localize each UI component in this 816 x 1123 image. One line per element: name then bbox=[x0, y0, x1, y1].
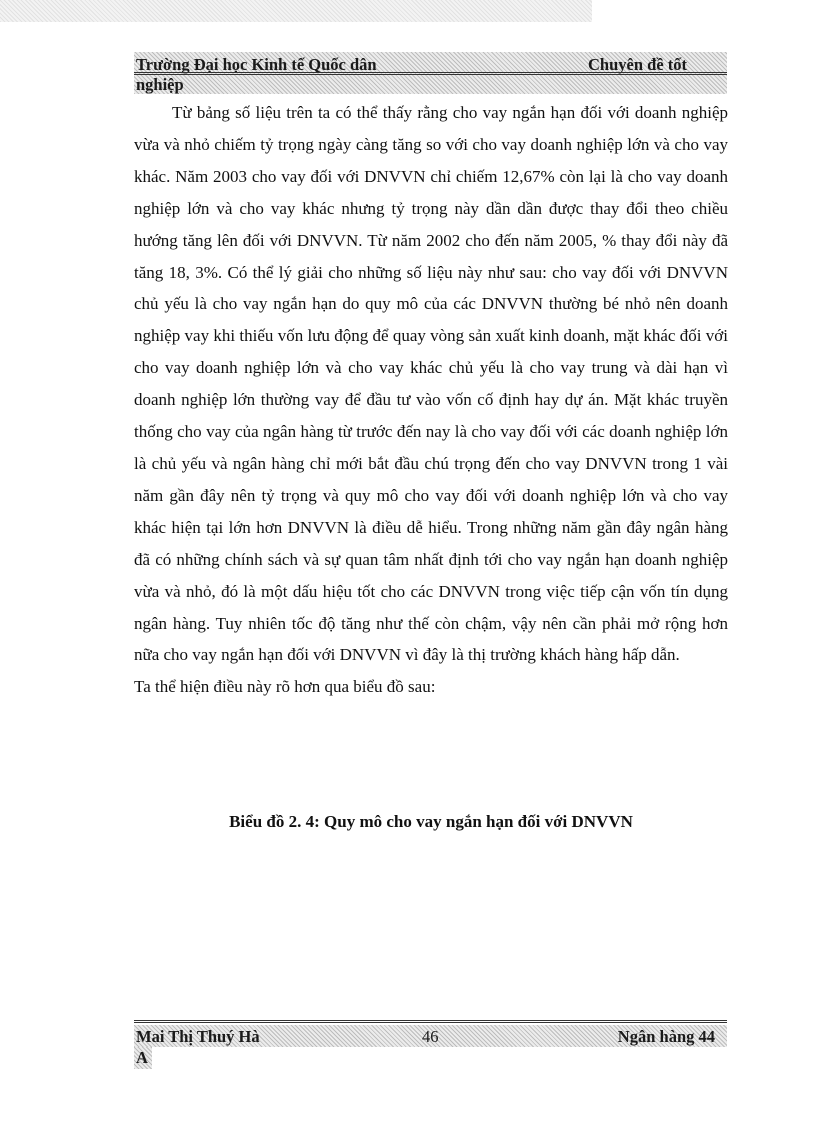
body-paragraph-2: Ta thể hiện điều này rõ hơn qua biểu đồ sau: bbox=[134, 677, 436, 697]
footer-class: Ngân hàng 44 bbox=[617, 1027, 715, 1046]
header-continuation: nghiệp bbox=[136, 75, 184, 94]
top-shaded-bar bbox=[0, 0, 592, 22]
chart-caption: Biểu đồ 2. 4: Quy mô cho vay ngắn hạn đối với DNVVN bbox=[229, 812, 633, 831]
body-paragraph-1: Từ bảng số liệu trên ta có thể thấy rằng cho vay ngắn hạn đối với doanh nghiệp vừa và nhỏ chiếm tỷ trọng ngày càng tăng so với cho vay doanh nghiệp lớn và cho vay khác. Năm 2003 cho vay đối với DNVVN chỉ chiếm 12,67% còn lại là cho vay doanh nghiệp lớn và cho vay khác nhưng tỷ trọng này dần dần được thay đổi theo chiều hướng tăng lên đối với DNVVN. Từ năm 2002 cho đến năm 2005, % thay đổi này đã tăng 18, 3%. Có thể lý giải cho những số liệu này như sau: cho vay đối với DNVVN chủ yếu là cho vay ngắn hạn do quy mô của các DNVVN thường bé nhỏ nên doanh nghiệp vay khi thiếu vốn lưu động để quay vòng sản xuất kinh doanh, mặt khác đối với cho vay doanh nghiệp lớn và cho vay khác chủ yếu là cho vay trung và dài hạn vì doanh nghiệp lớn thường vay để đầu tư vào vốn cố định hay dự án. Mặt khác truyền thống cho vay của ngân hàng từ trước đến nay là cho vay đối với các doanh nghiệp lớn là chủ yếu và ngân hàng chỉ mới bắt đầu chú trọng đến cho vay DNVVN trong 1 vài năm gần đây nên tỷ trọng và quy mô cho vay đối với doanh nghiệp lớn và cho vay khác hiện tại lớn hơn DNVVN là điều dễ hiểu. Trong những năm gần đây ngân hàng đã có những chính sách và sự quan tâm nhất định tới cho vay ngắn hạn doanh nghiệp vừa và nhỏ, đó là một dấu hiệu tốt cho các DNVVN trong việc tiếp cận vốn tín dụng ngân hàng. Tuy nhiên tốc độ tăng như thế còn chậm, vậy nên cần phải mở rộng hơn nữa cho vay ngắn hạn đối với DNVVN vì đây là thị trường khách hàng hấp dẫn. bbox=[134, 103, 728, 665]
header-rule bbox=[134, 72, 727, 73]
footer-page-number: 46 bbox=[422, 1027, 439, 1046]
footer-author-continuation: A bbox=[136, 1048, 148, 1067]
footer-double-rule bbox=[134, 1020, 727, 1023]
header-university: Trường Đại học Kinh tế Quốc dân bbox=[136, 55, 377, 74]
document-body bbox=[134, 97, 728, 703]
footer-author: Mai Thị Thuý Hà bbox=[136, 1027, 260, 1046]
header-rule-second bbox=[134, 74, 727, 75]
page-footer bbox=[134, 1020, 727, 1068]
page-header bbox=[134, 52, 727, 94]
header-document-type: Chuyên đề tốt bbox=[588, 55, 688, 74]
